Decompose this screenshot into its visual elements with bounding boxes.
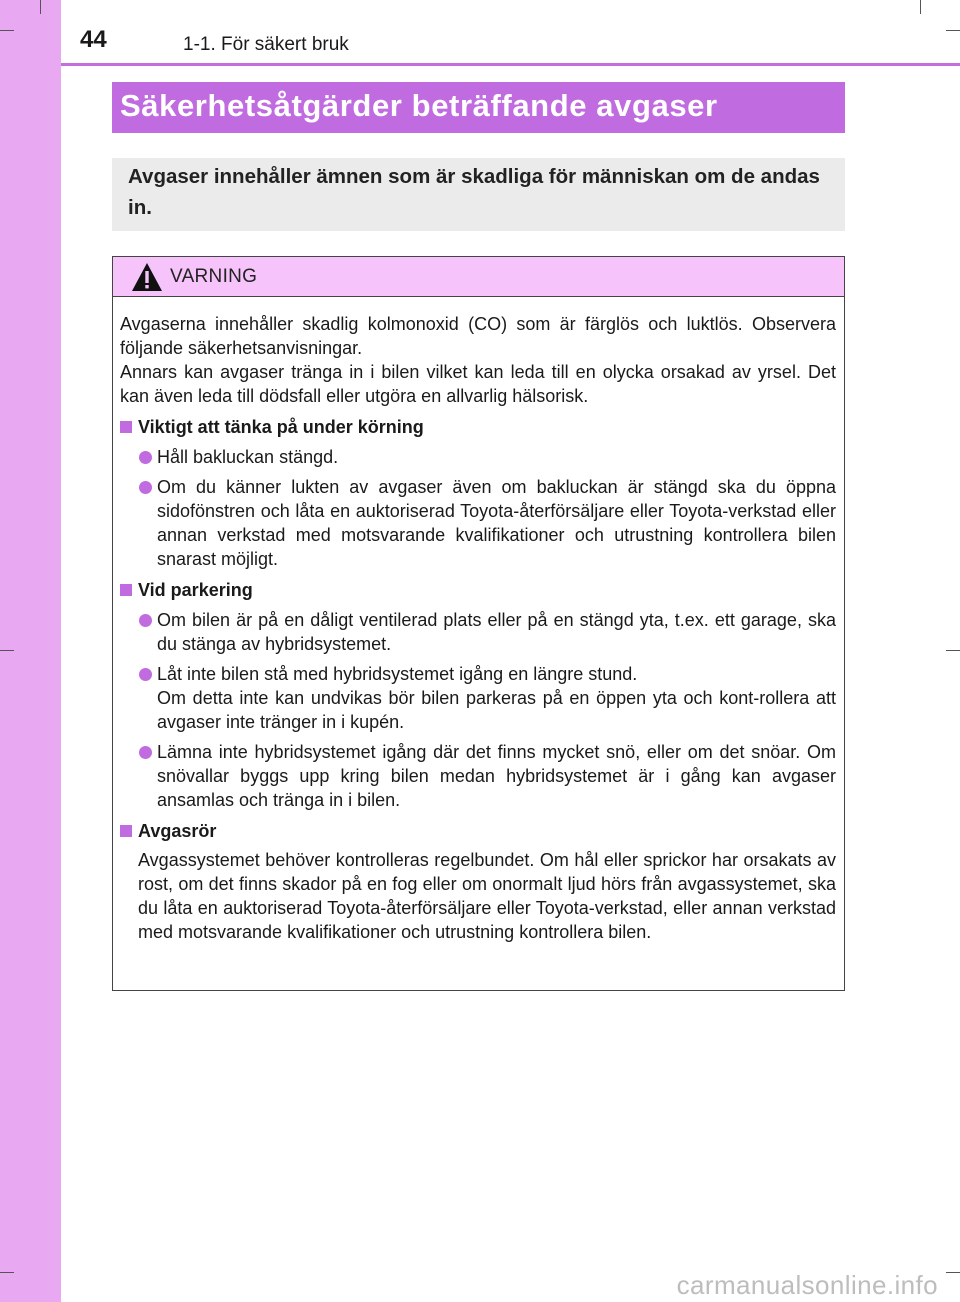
- header-rule: [61, 63, 960, 66]
- crop-mark: [0, 30, 14, 31]
- list-item-text: Om bilen är på en dåligt ventilerad plats eller på en stängd yta, t.ex. ett garage, ska du stänga av hybridsystemet.: [157, 610, 836, 654]
- section-title: 1-1. För säkert bruk: [183, 34, 349, 55]
- section-heading: [120, 819, 836, 843]
- circle-bullet-icon: [139, 451, 152, 464]
- crop-mark: [946, 30, 960, 31]
- warning-box: [112, 256, 845, 991]
- list-item-text: Lämna inte hybridsystemet igång där det finns mycket snö, eller om det snöar. Om snövallar byggs upp kring bilen medan hybridsystemet är i gång kan avgaser ansamlas och tränga in i bilen.: [157, 742, 836, 810]
- square-bullet-icon: [120, 421, 132, 433]
- intro-box: [112, 158, 845, 231]
- crop-mark: [0, 650, 14, 651]
- list-item: [120, 740, 836, 812]
- section-heading-text: Viktigt att tänka på under körning: [138, 417, 424, 437]
- warning-paragraph: Avgaserna innehåller skadlig kolmonoxid (CO) som är färglös och luktlös. Observera följande säkerhetsanvisningar.: [120, 314, 836, 358]
- square-bullet-icon: [120, 584, 132, 596]
- section-text: Avgassystemet behöver kontrolleras regelbundet. Om hål eller sprickor har orsakats av rost, om det finns skador på en fog eller om onormalt ljud hörs från avgassystemet, ska du låta en auktoriserad Toyota-återförsäljare eller Toyota-verkstad, eller annan verkstad med motsvarande kvalifikationer och utrustning kontrollera bilen.: [138, 850, 836, 942]
- watermark: carmanualsonline.info: [676, 1270, 938, 1300]
- list-item: [120, 662, 836, 734]
- crop-mark: [0, 1272, 14, 1273]
- list-item-text: Om detta inte kan undvikas bör bilen parkeras på en öppen yta och kont-rollera att avgaser inte tränger in i kupén.: [157, 688, 836, 732]
- side-strip: [0, 0, 61, 1302]
- section-heading-text: Vid parkering: [138, 580, 253, 600]
- circle-bullet-icon: [139, 614, 152, 627]
- section-heading: [120, 415, 836, 439]
- title-banner: [112, 82, 845, 133]
- list-item: [120, 475, 836, 571]
- section-heading: [120, 578, 836, 602]
- list-item: [120, 608, 836, 656]
- warning-label: VARNING: [170, 266, 258, 287]
- square-bullet-icon: [120, 825, 132, 837]
- section-heading-text: Avgasrör: [138, 821, 217, 841]
- warning-triangle-icon: [131, 262, 163, 292]
- crop-mark: [946, 650, 960, 651]
- warning-body: [113, 297, 844, 944]
- list-item-text: Låt inte bilen stå med hybridsystemet igång en längre stund.: [157, 664, 638, 684]
- page-title: Säkerhetsåtgärder beträffande avgaser: [120, 88, 718, 123]
- crop-mark: [40, 0, 41, 14]
- circle-bullet-icon: [139, 746, 152, 759]
- circle-bullet-icon: [139, 668, 152, 681]
- crop-mark: [920, 0, 921, 14]
- circle-bullet-icon: [139, 481, 152, 494]
- warning-paragraph: Annars kan avgaser tränga in i bilen vilket kan leda till en olycka orsakad av yrsel. Det kan även leda till dödsfall eller utgöra en allvarlig hälsorisk.: [120, 362, 836, 406]
- page-number: 44: [80, 26, 107, 53]
- list-item-text: Om du känner lukten av avgaser även om bakluckan är stängd ska du öppna sidofönstren och låta en auktoriserad Toyota-återförsäljare eller Toyota-verkstad eller annan verkstad med motsvarande kvalifikationer och utrustning kontrollera bilen snarast möjligt.: [157, 477, 836, 569]
- intro-text: Avgaser innehåller ämnen som är skadliga för människan om de andas in.: [128, 165, 820, 219]
- crop-mark: [946, 1272, 960, 1273]
- warning-header: [113, 257, 844, 297]
- list-item: [120, 445, 836, 469]
- list-item-text: Håll bakluckan stängd.: [157, 447, 339, 467]
